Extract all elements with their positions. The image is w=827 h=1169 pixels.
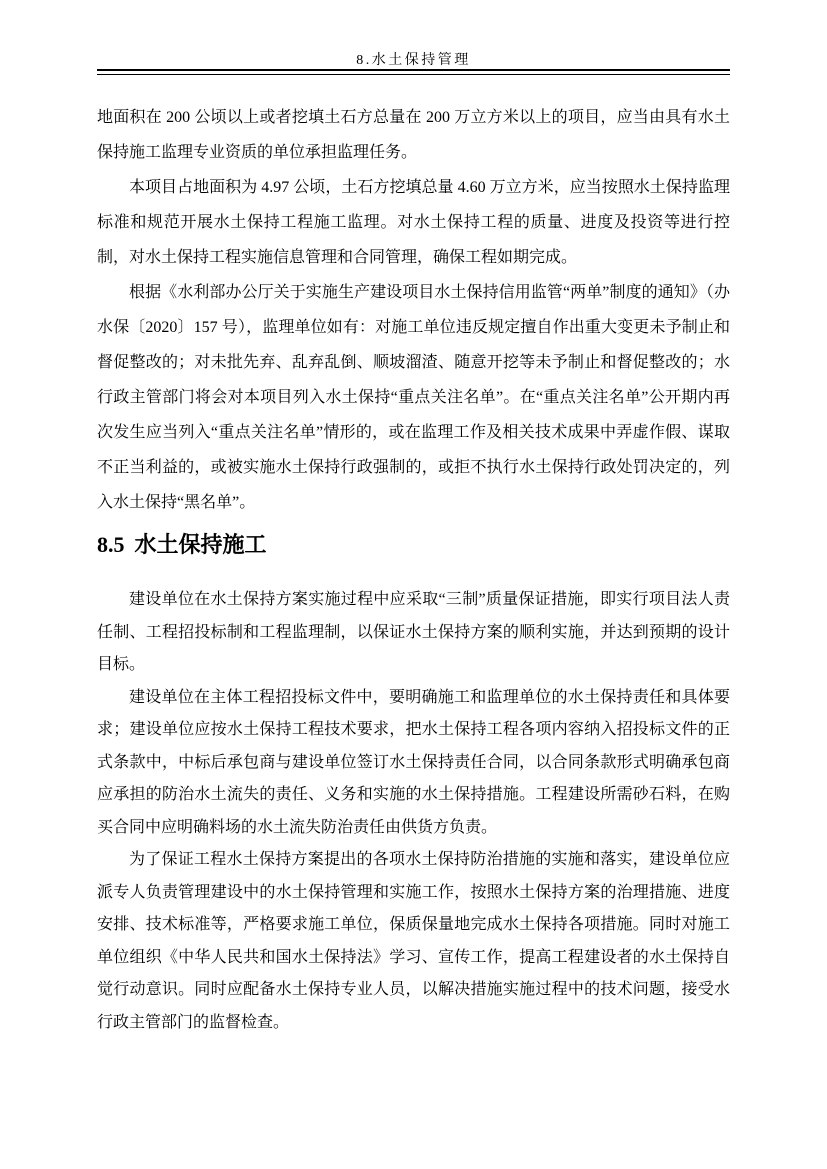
header-double-rule <box>97 69 730 75</box>
paragraph-project-area: 本项目占地面积为 4.97 公顷，土石方挖填总量 4.60 万立方米，应当按照水土保持监理标准和规范开展水土保持工程施工监理。对水土保持工程的质量、进度及投资等进行控制，对水土保持工程实施信息管理和合同管理，确保工程如期完成。 <box>97 179 730 266</box>
section-body <box>97 584 730 1039</box>
paragraph-three-systems: 建设单位在水土保持方案实施过程中应采取“三制”质量保证措施，即实行项目法人责任制、工程招投标制和工程监理制，以保证水土保持方案的顺利实施，并达到预期的设计目标。 <box>97 591 730 673</box>
section-title: 水土保持施工 <box>134 532 267 557</box>
section-heading <box>97 530 730 560</box>
section-number: 8.5 <box>97 532 125 557</box>
paragraph-bidding-documents: 建设单位在主体工程招投标文件中，要明确施工和监理单位的水土保持责任和具体要求；建设单位应按水土保持工程技术要求，把水土保持工程各项内容纳入招投标文件的正式条款中，中标后承包商与建设单位签订水土保持责任合同，以合同条款形式明确承包商应承担的防治水土流失的责任、义务和实施的水土保持措施。工程建设所需砂石料，在购买合同中应明确料场的水土流失防治责任由供货方负责。 <box>97 688 730 836</box>
paragraph-credit-supervision: 根据《水利部办公厅关于实施生产建设项目水土保持信用监管“两单”制度的通知》（办水保〔2020〕157 号），监理单位如有：对施工单位违反规定擅自作出重大变更未予制止和督促整改的；对未批先弃、乱弃乱倒、顺坡溜渣、随意开挖等未予制止和督促整改的；水行政主管部门将会对本项目列入水土保持“重点关注名单”。在“重点关注名单”公开期内再次发生应当列入“重点关注名单”情形的，或在监理工作及相关技术成果中弄虚作假、谋取不正当利益的，或被实施水土保持行政强制的，或拒不执行水土保持行政处罚决定的，列入水土保持“黑名单”。 <box>97 284 730 511</box>
page-header-title: 8.水土保持管理 <box>356 53 471 68</box>
paragraph-implementation-management: 为了保证工程水土保持方案提出的各项水土保持防治措施的实施和落实，建设单位应派专人负责管理建设中的水土保持管理和实施工作，按照水土保持方案的治理措施、进度安排、技术标准等，严格要求施工单位，保质保量地完成水土保持各项措施。同时对施工单位组织《中华人民共和国水土保持法》学习、宣传工作，提高工程建设者的水土保持自觉行动意识。同时应配备水土保持专业人员，以解决措施实施过程中的技术问题，接受水行政主管部门的监督检查。 <box>97 851 730 1031</box>
paragraph-continuation: 地面积在 200 公顷以上或者挖填土石方总量在 200 万立方米以上的项目，应当由具有水土保持施工监理专业资质的单位承担监理任务。 <box>97 109 730 161</box>
document-body <box>97 100 730 1039</box>
